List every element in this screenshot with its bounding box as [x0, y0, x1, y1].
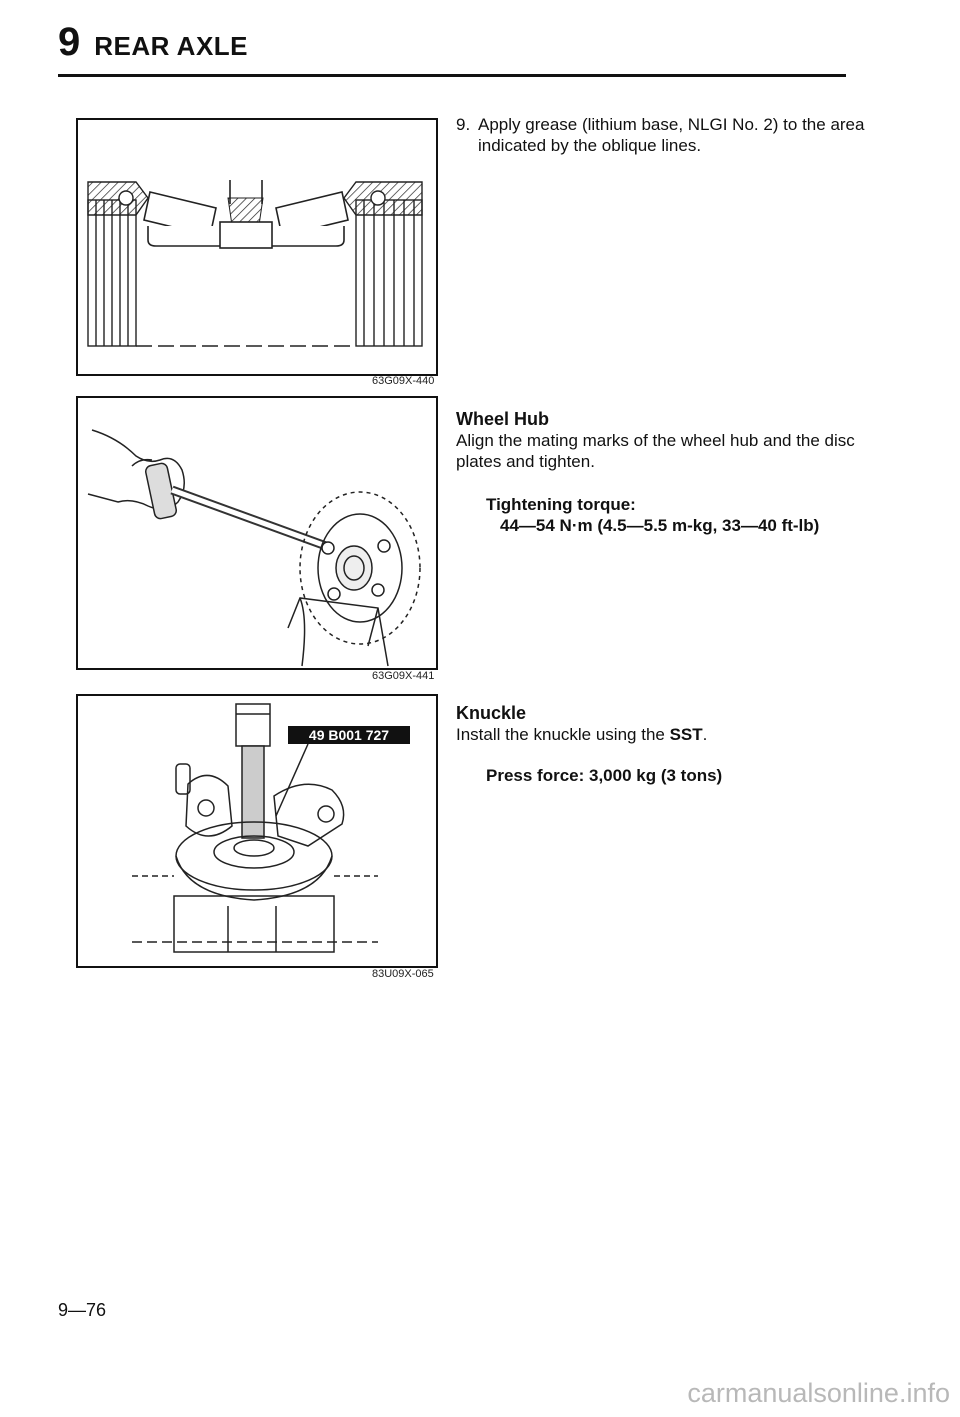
torque-label: Tightening torque: [486, 495, 636, 514]
chapter-number: 9 [58, 20, 81, 64]
knuckle-title: Knuckle [456, 703, 527, 723]
bearing-grease-diagram-icon [78, 120, 436, 374]
knuckle-text-sst: SST [669, 725, 703, 744]
torque-value: 44—54 N·m (4.5—5.5 m-kg, 33—40 ft-lb) [500, 516, 820, 535]
knuckle-text-start: Install the knuckle using the [456, 725, 670, 744]
wheel-hub-title: Wheel Hub [456, 409, 549, 429]
figure-code-1: 63G09X-440 [372, 375, 435, 387]
press-force-spec: Press force: 3,000 kg (3 tons) [486, 766, 723, 785]
figure-code-2: 63G09X-441 [372, 670, 435, 682]
wheel-hub-section [456, 409, 876, 536]
figure-knuckle [76, 694, 438, 968]
knuckle-text [456, 724, 876, 745]
knuckle-section [456, 703, 876, 786]
torque-wrench-wheel-hub-icon [78, 398, 436, 668]
figure-code-3: 83U09X-065 [372, 968, 434, 980]
figure-wheel-hub [76, 396, 438, 670]
header-rule [58, 74, 846, 77]
wheel-hub-text: Align the mating marks of the wheel hub and the disc plates and tighten. [456, 431, 855, 471]
knuckle-press-install-icon [78, 696, 436, 966]
step-text: Apply grease (lithium base, NLGI No. 2) to the area indicated by the oblique lines. [478, 115, 865, 155]
step-number: 9. [456, 115, 471, 134]
watermark-text: carmanualsonline.info [687, 1378, 950, 1408]
chapter-title: REAR AXLE [94, 31, 249, 61]
knuckle-text-end: . [702, 725, 708, 744]
page-header [58, 22, 248, 62]
step-9 [456, 114, 876, 156]
figure-bearing-grease [76, 118, 438, 376]
page-number: 9—76 [58, 1300, 107, 1320]
tool-number-label: 49 B001 727 [308, 727, 390, 743]
